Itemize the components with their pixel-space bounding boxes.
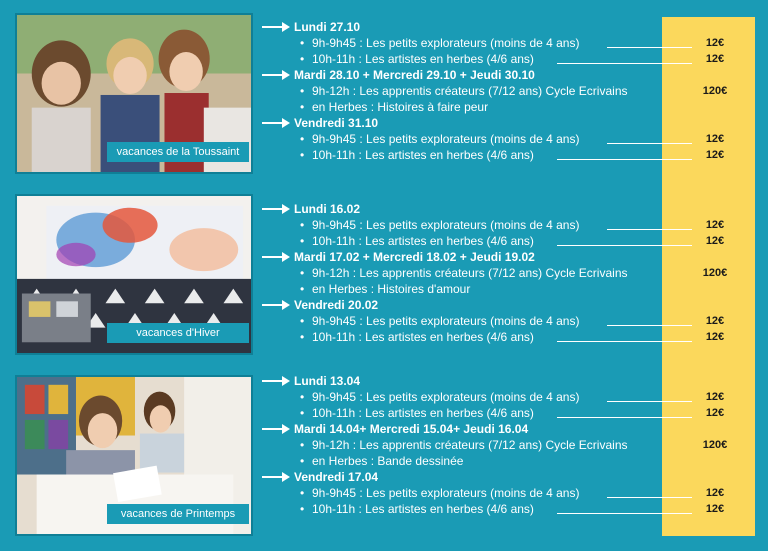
price-value: 120€ — [702, 85, 728, 97]
day-title: Vendredi 17.04 — [294, 470, 379, 484]
activity-text: 10h-11h : Les artistes en herbes (4/6 ans) — [312, 148, 534, 162]
photo-label-toussaint: vacances de la Toussaint — [107, 142, 249, 162]
arrow-right-icon — [262, 424, 290, 434]
activity-text: 9h-9h45 : Les petits explorateurs (moins de 4 ans) — [312, 36, 580, 50]
activity-text: 9h-12h : Les apprentis créateurs (7/12 ans) Cycle Ecrivains — [312, 266, 628, 280]
list-item-continuation — [262, 99, 742, 115]
photo-toussaint — [15, 13, 253, 174]
list-item — [262, 329, 742, 345]
arrow-right-icon — [262, 252, 290, 262]
day-heading — [262, 249, 742, 265]
price-value: 120€ — [702, 439, 728, 451]
price-value: 12€ — [705, 315, 725, 327]
arrow-right-icon — [262, 472, 290, 482]
list-item-continuation — [262, 453, 742, 469]
price-value: 12€ — [705, 391, 725, 403]
activity-text: 9h-12h : Les apprentis créateurs (7/12 ans) Cycle Ecrivains — [312, 438, 628, 452]
day-title: Mardi 17.02 + Mercredi 18.02 + Jeudi 19.02 — [294, 250, 535, 264]
activity-text: 10h-11h : Les artistes en herbes (4/6 ans) — [312, 234, 534, 248]
list-item — [262, 51, 742, 67]
list-item — [262, 389, 742, 405]
list-item — [262, 217, 742, 233]
photo-label-printemps: vacances de Printemps — [107, 504, 249, 524]
list-item-continuation — [262, 281, 742, 297]
activity-text: 10h-11h : Les artistes en herbes (4/6 ans) — [312, 330, 534, 344]
activity-text: en Herbes : Histoires d'amour — [312, 282, 471, 296]
price-value: 12€ — [705, 53, 725, 65]
price-value: 120€ — [702, 267, 728, 279]
price-value: 12€ — [705, 149, 725, 161]
day-heading — [262, 67, 742, 83]
price-value: 12€ — [705, 407, 725, 419]
activity-text: en Herbes : Histoires à faire peur — [312, 100, 489, 114]
day-heading — [262, 469, 742, 485]
list-item — [262, 233, 742, 249]
list-item — [262, 313, 742, 329]
arrow-right-icon — [262, 22, 290, 32]
list-item — [262, 437, 742, 453]
price-value: 12€ — [705, 37, 725, 49]
list-item — [262, 265, 742, 281]
list-item — [262, 131, 742, 147]
arrow-right-icon — [262, 300, 290, 310]
arrow-right-icon — [262, 204, 290, 214]
list-item — [262, 83, 742, 99]
day-title: Lundi 27.10 — [294, 20, 361, 34]
schedule-printemps — [262, 373, 742, 517]
activity-text: 9h-9h45 : Les petits explorateurs (moins de 4 ans) — [312, 486, 580, 500]
schedule-toussaint — [262, 19, 742, 163]
day-title: Lundi 13.04 — [294, 374, 361, 388]
day-title: Mardi 14.04+ Mercredi 15.04+ Jeudi 16.04 — [294, 422, 529, 436]
activity-text: en Herbes : Bande dessinée — [312, 454, 464, 468]
activity-text: 9h-12h : Les apprentis créateurs (7/12 ans) Cycle Ecrivains — [312, 84, 628, 98]
activity-text: 10h-11h : Les artistes en herbes (4/6 ans) — [312, 406, 534, 420]
price-value: 12€ — [705, 331, 725, 343]
arrow-right-icon — [262, 70, 290, 80]
activity-text: 10h-11h : Les artistes en herbes (4/6 ans) — [312, 502, 534, 516]
day-heading — [262, 115, 742, 131]
activity-text: 9h-9h45 : Les petits explorateurs (moins de 4 ans) — [312, 132, 580, 146]
photo-label-hiver: vacances d'Hiver — [107, 323, 249, 343]
day-heading — [262, 201, 742, 217]
day-heading — [262, 373, 742, 389]
day-heading — [262, 297, 742, 313]
price-value: 12€ — [705, 235, 725, 247]
photo-hiver — [15, 194, 253, 355]
photo-printemps — [15, 375, 253, 536]
activity-text: 10h-11h : Les artistes en herbes (4/6 ans) — [312, 52, 534, 66]
activity-text: 9h-9h45 : Les petits explorateurs (moins de 4 ans) — [312, 390, 580, 404]
list-item — [262, 501, 742, 517]
arrow-right-icon — [262, 118, 290, 128]
schedule-hiver — [262, 201, 742, 345]
list-item — [262, 35, 742, 51]
list-item — [262, 405, 742, 421]
day-heading — [262, 19, 742, 35]
list-item — [262, 485, 742, 501]
price-value: 12€ — [705, 487, 725, 499]
day-heading — [262, 421, 742, 437]
price-value: 12€ — [705, 133, 725, 145]
list-item — [262, 147, 742, 163]
price-value: 12€ — [705, 503, 725, 515]
price-value: 12€ — [705, 219, 725, 231]
activity-text: 9h-9h45 : Les petits explorateurs (moins de 4 ans) — [312, 314, 580, 328]
activity-text: 9h-9h45 : Les petits explorateurs (moins de 4 ans) — [312, 218, 580, 232]
day-title: Lundi 16.02 — [294, 202, 361, 216]
arrow-right-icon — [262, 376, 290, 386]
day-title: Vendredi 20.02 — [294, 298, 379, 312]
day-title: Vendredi 31.10 — [294, 116, 379, 130]
day-title: Mardi 28.10 + Mercredi 29.10 + Jeudi 30.10 — [294, 68, 535, 82]
